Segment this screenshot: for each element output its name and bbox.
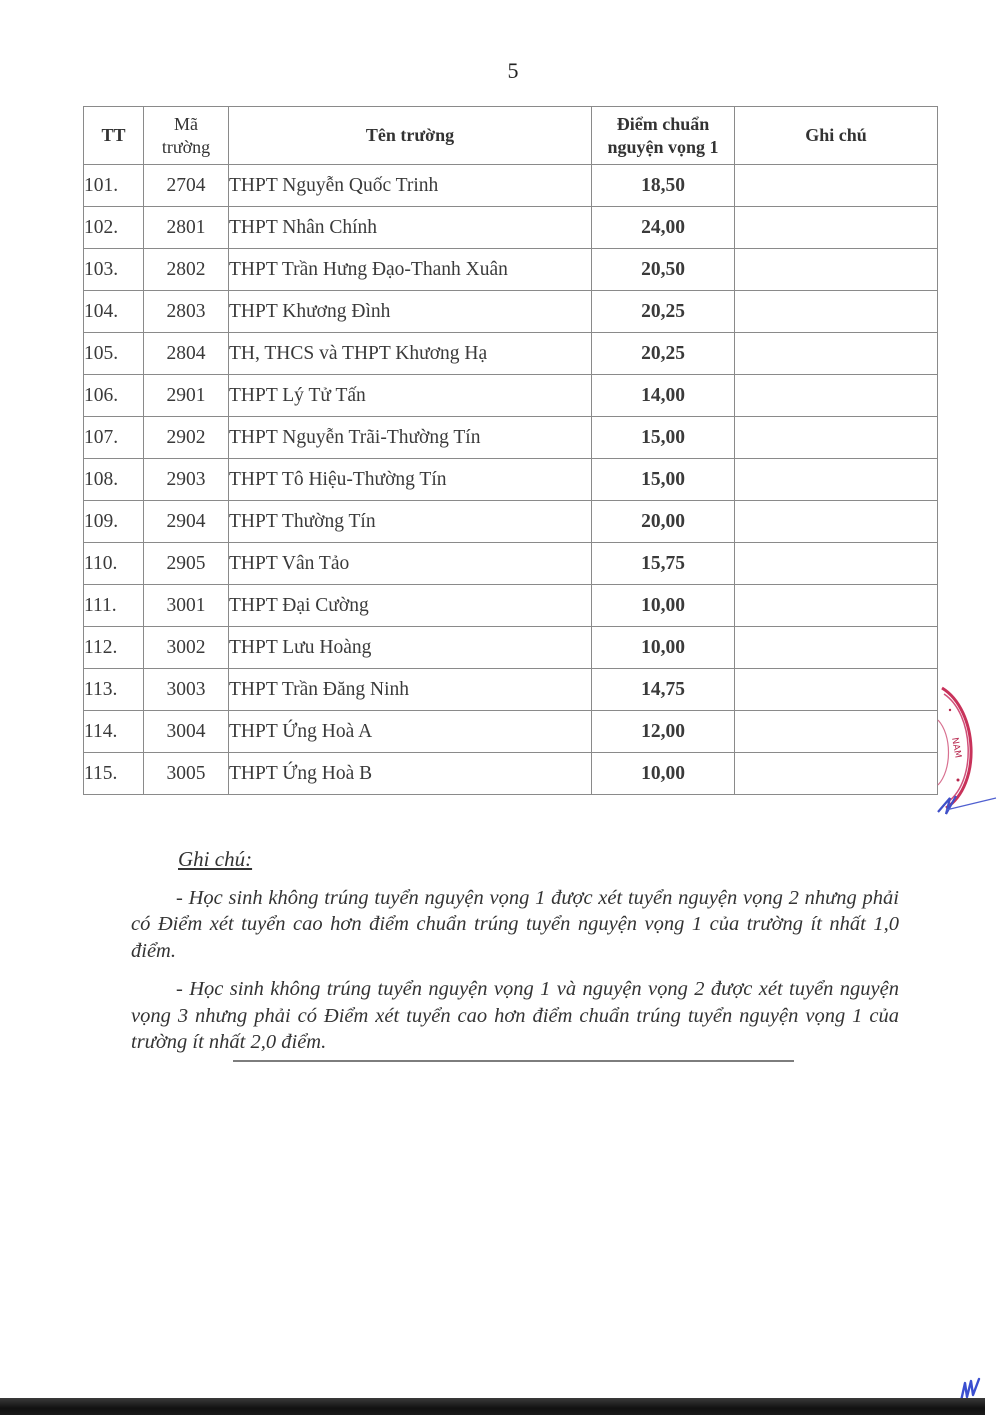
cell-diem-chuan: 14,00: [592, 375, 735, 417]
header-diem-line1: Điểm chuẩn: [616, 113, 710, 134]
cell-ten-truong: THPT Lưu Hoàng: [229, 627, 592, 669]
header-ghi-chu: Ghi chú: [735, 107, 938, 165]
cell-ten-truong: THPT Nguyễn Trãi-Thường Tín: [229, 417, 592, 459]
table-row: [84, 753, 938, 795]
cell-ghi-chu: [735, 459, 938, 501]
cell-tt: 115.: [84, 753, 144, 795]
table-row: [84, 543, 938, 585]
cell-ten-truong: THPT Tô Hiệu-Thường Tín: [229, 459, 592, 501]
header-ma-line2: trường: [161, 136, 211, 157]
cell-tt: 109.: [84, 501, 144, 543]
cell-diem-chuan: 15,00: [592, 417, 735, 459]
cell-ma-truong: 2901: [144, 375, 229, 417]
table-row: [84, 375, 938, 417]
cell-ma-truong: 3002: [144, 627, 229, 669]
cell-ghi-chu: [735, 543, 938, 585]
cell-tt: 107.: [84, 417, 144, 459]
table-row: [84, 669, 938, 711]
cell-ma-truong: 2803: [144, 291, 229, 333]
cell-tt: 105.: [84, 333, 144, 375]
cell-tt: 114.: [84, 711, 144, 753]
svg-text:NAM: NAM: [949, 736, 963, 759]
cell-ghi-chu: [735, 585, 938, 627]
cell-ghi-chu: [735, 753, 938, 795]
red-official-seal-icon: [930, 680, 1000, 820]
table-row: [84, 711, 938, 753]
cell-ghi-chu: [735, 165, 938, 207]
cell-ghi-chu: [735, 627, 938, 669]
cell-diem-chuan: 20,25: [592, 291, 735, 333]
cell-tt: 104.: [84, 291, 144, 333]
table-row: [84, 585, 938, 627]
table-row: [84, 627, 938, 669]
cell-tt: 111.: [84, 585, 144, 627]
cell-tt: 106.: [84, 375, 144, 417]
table-row: [84, 291, 938, 333]
cell-tt: 101.: [84, 165, 144, 207]
notes-section: [131, 846, 899, 1068]
header-ma-truong: [144, 107, 229, 165]
cell-diem-chuan: 10,00: [592, 585, 735, 627]
cell-ghi-chu: [735, 207, 938, 249]
cell-ma-truong: 2903: [144, 459, 229, 501]
cell-ten-truong: THPT Đại Cường: [229, 585, 592, 627]
table-row: [84, 249, 938, 291]
cell-ghi-chu: [735, 711, 938, 753]
cell-ma-truong: 3005: [144, 753, 229, 795]
cell-ma-truong: 2804: [144, 333, 229, 375]
page-number: 5: [507, 58, 519, 83]
cell-diem-chuan: 12,00: [592, 711, 735, 753]
cell-diem-chuan: 14,75: [592, 669, 735, 711]
cell-tt: 110.: [84, 543, 144, 585]
cell-ghi-chu: [735, 291, 938, 333]
table-row: [84, 501, 938, 543]
cell-diem-chuan: 10,00: [592, 753, 735, 795]
cell-ten-truong: TH, THCS và THPT Khương Hạ: [229, 333, 592, 375]
table-row: [84, 165, 938, 207]
cell-diem-chuan: 18,50: [592, 165, 735, 207]
cell-ten-truong: THPT Nhân Chính: [229, 207, 592, 249]
cell-ghi-chu: [735, 501, 938, 543]
notes-title: Ghi chú:: [178, 847, 253, 871]
header-ma-line1: Mã: [174, 113, 198, 134]
cell-ten-truong: THPT Ứng Hoà B: [229, 753, 592, 795]
cell-ghi-chu: [735, 375, 938, 417]
cell-ten-truong: THPT Trần Đăng Ninh: [229, 669, 592, 711]
cell-ten-truong: THPT Nguyễn Quốc Trinh: [229, 165, 592, 207]
cell-ma-truong: 2904: [144, 501, 229, 543]
table-header-row: [84, 107, 938, 165]
table-row: [84, 459, 938, 501]
cell-diem-chuan: 20,50: [592, 249, 735, 291]
cell-ten-truong: THPT Khương Đình: [229, 291, 592, 333]
cell-ten-truong: THPT Thường Tín: [229, 501, 592, 543]
cell-ghi-chu: [735, 333, 938, 375]
note-paragraph-2: - Học sinh không trúng tuyển nguyện vọng 1 và nguyện vọng 2 được xét tuyển nguyện vọng 3 nhưng phải có Điểm xét tuyển cao hơn điểm chuẩn trúng tuyển nguyện vọng 1 của trường ít nhất 2,0 điểm.: [131, 978, 899, 1053]
cell-ma-truong: 3004: [144, 711, 229, 753]
cell-tt: 112.: [84, 627, 144, 669]
cell-ghi-chu: [735, 669, 938, 711]
cell-ten-truong: THPT Trần Hưng Đạo-Thanh Xuân: [229, 249, 592, 291]
cell-ghi-chu: [735, 249, 938, 291]
cell-tt: 108.: [84, 459, 144, 501]
cell-ten-truong: THPT Ứng Hoà A: [229, 711, 592, 753]
header-diem-chuan: [592, 107, 735, 165]
admission-score-table: [83, 106, 938, 795]
cell-ma-truong: 2802: [144, 249, 229, 291]
table-row: [84, 207, 938, 249]
header-tt: TT: [84, 107, 144, 165]
cell-ma-truong: 2902: [144, 417, 229, 459]
cell-ma-truong: 2704: [144, 165, 229, 207]
cell-diem-chuan: 10,00: [592, 627, 735, 669]
end-divider: [233, 1060, 794, 1062]
table-row: [84, 417, 938, 459]
cell-diem-chuan: 20,00: [592, 501, 735, 543]
cell-diem-chuan: 20,25: [592, 333, 735, 375]
cell-ma-truong: 2905: [144, 543, 229, 585]
cell-tt: 102.: [84, 207, 144, 249]
cell-diem-chuan: 15,75: [592, 543, 735, 585]
scan-edge-bar: [0, 1398, 985, 1415]
cell-ghi-chu: [735, 417, 938, 459]
cell-ten-truong: THPT Lý Tử Tấn: [229, 375, 592, 417]
header-ten-truong: Tên trường: [229, 107, 592, 165]
cell-tt: 113.: [84, 669, 144, 711]
cell-ten-truong: THPT Vân Tảo: [229, 543, 592, 585]
cell-diem-chuan: 24,00: [592, 207, 735, 249]
cell-tt: 103.: [84, 249, 144, 291]
note-paragraph-1: - Học sinh không trúng tuyển nguyện vọng 1 được xét tuyển nguyện vọng 2 nhưng phải có Điểm xét tuyển cao hơn điểm chuẩn trúng tuyển nguyện vọng 1 của trường ít nhất 1,0 điểm.: [131, 886, 899, 962]
cell-diem-chuan: 15,00: [592, 459, 735, 501]
header-diem-line2: nguyện vọng 1: [607, 136, 719, 157]
table-row: [84, 333, 938, 375]
cell-ma-truong: 3001: [144, 585, 229, 627]
cell-ma-truong: 3003: [144, 669, 229, 711]
cell-ma-truong: 2801: [144, 207, 229, 249]
